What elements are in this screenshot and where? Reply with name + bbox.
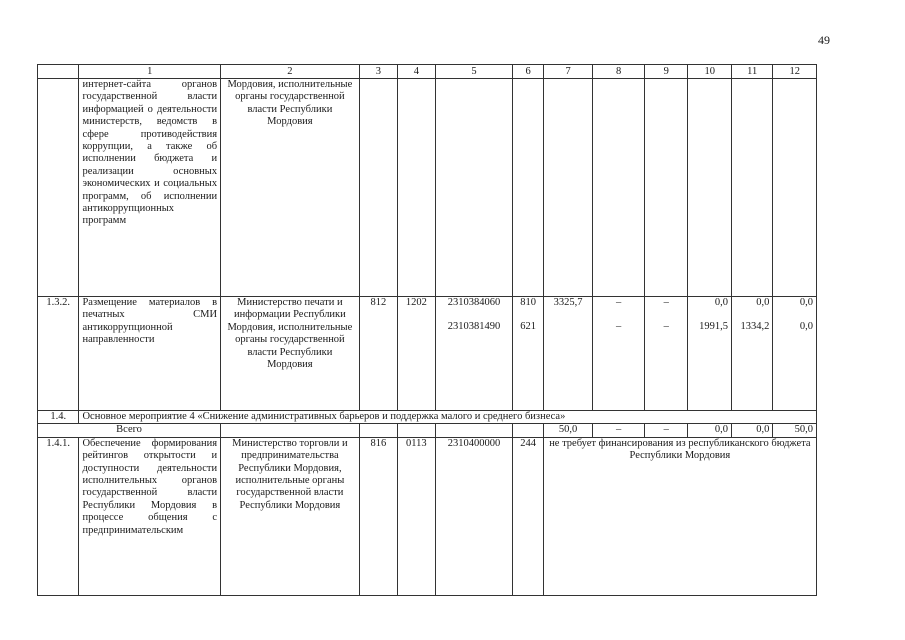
cell-col10: 0,0 xyxy=(688,424,732,437)
cell-csr: 2310400000 xyxy=(435,437,513,595)
cell-col12 xyxy=(773,297,817,411)
header-col-5: 5 xyxy=(435,65,513,79)
cell-total-label: Всего xyxy=(38,424,221,437)
cell-name: интернет-сайта органов государственной власти информацией о деятельности министерств, ведомств в сфере противодействия коррупции, а также об исполнении бюджета и реализации основных экономических и социальных программ, об исполнении антикоррупционных программ xyxy=(79,79,221,297)
header-col-6: 6 xyxy=(513,65,543,79)
header-col-7: 7 xyxy=(543,65,593,79)
header-col-4: 4 xyxy=(398,65,435,79)
cell-col8 xyxy=(593,297,645,411)
col7-line-1: 3325,7 xyxy=(553,297,583,308)
cell-num: 1.4. xyxy=(38,411,79,424)
vr-line-2: 621 xyxy=(520,321,536,333)
table-row-1-4-1 xyxy=(38,437,817,595)
col10-line-2: 1991,5 xyxy=(699,321,728,333)
cell-col8: – xyxy=(593,424,645,437)
cell-num: 1.4.1. xyxy=(38,437,79,595)
table-row-total xyxy=(38,424,817,437)
table-row-continuation xyxy=(38,79,817,297)
table-row-1-4 xyxy=(38,411,817,424)
col9-line-2: – xyxy=(663,321,669,333)
col9-line-1: – xyxy=(663,297,669,308)
cell-name: Обеспечение формирования рейтингов открытости и доступности деятельности исполнительных органов государственной власти Республики Мордовия в процессе общения с предпринимательским xyxy=(79,437,221,595)
cell-col12: 50,0 xyxy=(773,424,817,437)
header-col-1: 1 xyxy=(79,65,221,79)
vr-line-1: 810 xyxy=(520,297,536,308)
cell-col11: 0,0 xyxy=(731,424,772,437)
cell-num: 1.3.2. xyxy=(38,297,79,411)
cell-grbs: 812 xyxy=(359,297,397,411)
header-row xyxy=(38,65,817,79)
col10-line-1: 0,0 xyxy=(714,297,728,308)
col12-line-2: 0,0 xyxy=(799,321,813,333)
cell-col9 xyxy=(644,297,688,411)
cell-col7: 50,0 xyxy=(543,424,593,437)
cell-name: Размещение материалов в печатных СМИ антикоррупционной направленности xyxy=(79,297,221,411)
header-col-9: 9 xyxy=(644,65,688,79)
col11-line-1: 0,0 xyxy=(756,297,770,308)
header-col-2: 2 xyxy=(221,65,360,79)
col11-line-2: 1334,2 xyxy=(740,321,770,333)
cell-vr: 244 xyxy=(513,437,543,595)
header-col-3: 3 xyxy=(359,65,397,79)
cell-title: Основное мероприятие 4 «Снижение административных барьеров и поддержка малого и среднего бизнеса» xyxy=(79,411,817,424)
col12-line-1: 0,0 xyxy=(799,297,813,308)
header-col-11: 11 xyxy=(731,65,772,79)
header-col-10: 10 xyxy=(688,65,732,79)
csr-line-2: 2310381490 xyxy=(447,321,501,333)
cell-num xyxy=(38,79,79,297)
cell-col7 xyxy=(543,297,593,411)
cell-vr xyxy=(513,297,543,411)
cell-rzpr: 1202 xyxy=(398,297,435,411)
cell-grbs: 816 xyxy=(359,437,397,595)
cell-rzpr: 0113 xyxy=(398,437,435,595)
cell-executor: Министерство печати и информации Республики Мордовия, исполнительные органы государственной власти Республики Мордовия xyxy=(221,297,360,411)
csr-line-1: 2310384060 xyxy=(447,297,501,308)
budget-table xyxy=(37,64,817,596)
cell-col10 xyxy=(688,297,732,411)
cell-col11 xyxy=(731,297,772,411)
header-col-12: 12 xyxy=(773,65,817,79)
cell-csr xyxy=(435,297,513,411)
cell-executor: Министерство торговли и предпринимательства Республики Мордовия, исполнительные органы государственной власти Республики Мордовия xyxy=(221,437,360,595)
cell-executor: Мордовия, исполнительные органы государственной власти Республики Мордовия xyxy=(221,79,360,297)
col8-line-2: – xyxy=(616,321,622,333)
cell-financing-note: не требует финансирования из республиканского бюджета Республики Мордовия xyxy=(543,437,816,595)
col8-line-1: – xyxy=(616,297,622,308)
header-col-0 xyxy=(38,65,79,79)
table-row-1-3-2 xyxy=(38,297,817,411)
page-number: 49 xyxy=(818,33,830,47)
cell-col9: – xyxy=(644,424,688,437)
header-col-8: 8 xyxy=(593,65,645,79)
